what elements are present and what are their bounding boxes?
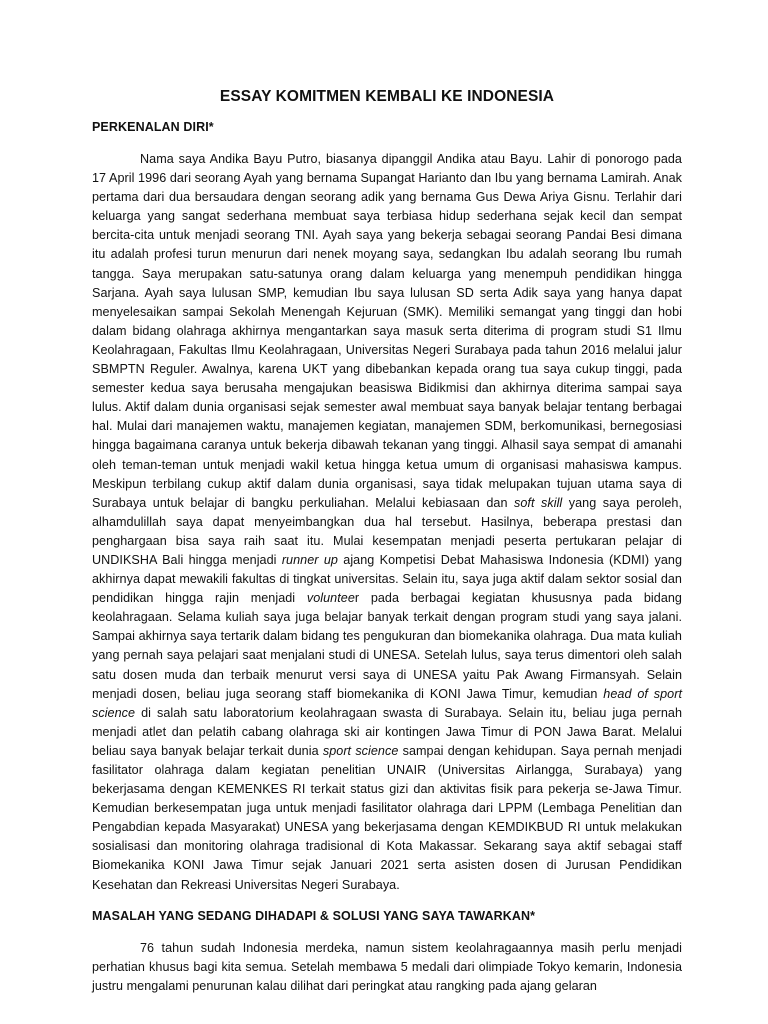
text-run: Nama saya Andika Bayu Putro, biasanya dipanggil Andika atau Bayu. Lahir di ponorogo pada 17 April 1996 dari seorang Ayah yang bernama Supangat Harianto dan Ibu yang bernama Lamirah. Anak pertama dari dua bersaudara dengan seorang adik yang bernama Gus Dewa Ariya Gisnu. Terlahir dari keluarga yang sangat sederhana membuat saya terbiasa hidup sederhana sejak kecil dan sempat bercita-cita untuk menjadi seorang TNI. Ayah saya yang bekerja sebagai seorang Pandai Besi dimana itu adalah profesi turun menurun dari nenek moyang saya, sedangkan Ibu adalah seorang Ibu rumah tangga. Saya merupakan satu-satunya orang dalam keluarga yang menempuh pendidikan hingga Sarjana. Ayah saya lulusan SMP, kemudian Ibu saya lulusan SD serta Adik saya yang hanya dapat menyelesaikan sampai Sekolah Menengah Kejuruan (SMK). Memiliki semangat yang tinggi dan hobi dalam bidang olahraga akhirnya mengantarkan saya masuk serta diterima di program studi S1 Ilmu Keolahragaan, Fakultas Ilmu Keolahragaan, Universitas Negeri Surabaya pada tahun 2016 melalui jalur SBMPTN Reguler. Awalnya, karena UKT yang dibebankan kepada orang tua saya cukup tinggi, pada semester kedua saya berusaha mengajukan beasiswa Bidikmisi dan akhirnya diterima sampai saya lulus. Aktif dalam dunia organisasi sejak semester awal membuat saya banyak belajar tentang berbagai hal. Mulai dari manajemen waktu, manajemen kegiatan, manajemen SDM, berkomunikasi, bernegosiasi hingga bagaimana caranya untuk bekerja dibawah tekanan yang tinggi. Alhasil saya sempat di amanahi oleh teman-teman untuk menjadi wakil ketua hingga ketua umum di organisasi mahasiswa kampus. Meskipun terbilang cukup aktif dalam dunia organisasi, saya tidak melupakan tujuan utama saya di Surabaya untuk belajar di bangku perkuliahan. Melalui kebiasaan dan (92, 152, 682, 510)
paragraph-introduction (92, 150, 682, 895)
paragraph-problem: 76 tahun sudah Indonesia merdeka, namun sistem keolahragaannya masih perlu menjadi perhatian khusus bagi kita semua. Setelah membawa 5 medali dari olimpiade Tokyo kemarin, Indonesia justru mengalami penurunan kalau dilihat dari peringkat atau rangking pada ajang gelaran (92, 940, 682, 993)
text-run: yang saya peroleh, alhamdulillah saya dapat menyeimbangkan dua hal tersebut. Hasilnya, beberapa prestasi dan penghargaan bisa saya raih saat itu. Mulai kesempatan menjadi peserta pertukaran pelajar di UNDIKSHA Bali hingga menjadi (92, 495, 682, 567)
text-run: r pada berbagai kegiatan khususnya pada bidang keolahragaan. Selama kuliah saya juga belajar banyak terkait dengan program studi yang saya jalani. Sampai akhirnya saya tertarik dalam bidang tes pengukuran dan biomekanika olahraga. Dua mata kuliah yang pernah saya pelajari saat menjalani studi di UNESA. Setelah lulus, saya terus dimentori oleh salah satu dosen muda dan terbaik menurut versi saya di UNESA yaitu Pak Awang Firmansyah. Selain menjadi dosen, beliau juga seorang staff biomekanika di KONI Jawa Timur, kemudian (92, 591, 682, 701)
italic-term: soft skill (514, 495, 563, 510)
section-heading-introduction: PERKENALAN DIRI* (92, 120, 214, 134)
italic-term: runner up (281, 552, 338, 567)
text-run: sampai dengan kehidupan. Saya pernah menjadi fasilitator olahraga dalam kegiatan penelitian UNAIR (Universitas Airlangga, Surabaya) yang bekerjasama dengan KEMENKES RI terkait status gizi dan aktivitas fisik para pekerja se-Jawa Timur. Kemudian berkesempatan juga untuk menjadi fasilitator olahraga dari LPPM (Lembaga Penelitian dan Pengabdian kepada Masyarakat) UNESA yang bekerjasama dengan KEMDIKBUD RI untuk melakukan sosialisasi dan monitoring olahraga tradisional di Kota Makassar. Sekarang saya aktif sebagai staff Biomekanika KONI Jawa Timur sejak Januari 2021 serta asisten dosen di Jurusan Pendidikan Kesehatan dan Rekreasi Universitas Negeri Surabaya. (92, 743, 682, 892)
italic-term: voluntee (306, 591, 355, 606)
italic-term: sport science (322, 743, 399, 758)
italic-term: head of sport science (92, 686, 682, 720)
text-run: ajang Kompetisi Debat Mahasiswa Indonesia (KDMI) yang akhirnya dapat mewakili fakultas di tingkat universitas. Selain itu, saya juga aktif dalam sektor sosial dan pendidikan hingga rajin menjadi (92, 552, 683, 606)
document-title: ESSAY KOMITMEN KEMBALI KE INDONESIA (219, 88, 555, 105)
text-run: di salah satu laboratorium keolahragaan swasta di Surabaya. Selain itu, beliau juga pernah menjadi atlet dan pelatih cabang olahraga ski air kontingen Jawa Timur di PON Jawa Barat. Melalui beliau saya banyak belajar terkait dunia (92, 705, 682, 758)
section-heading-problem-solution: MASALAH YANG SEDANG DIHADAPI & SOLUSI YANG SAYA TAWARKAN* (92, 908, 536, 923)
